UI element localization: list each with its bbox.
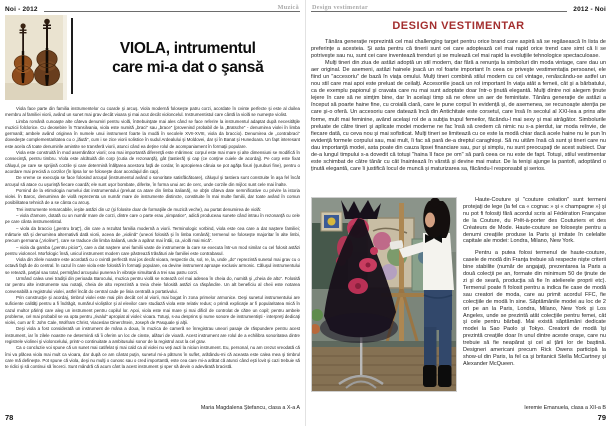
page-number-left: 78	[5, 413, 14, 422]
header-rule-left	[44, 4, 300, 12]
article-title-viola: VIOLA, intrumentul care mi-a dat o şansă	[112, 39, 264, 76]
page-right	[306, 0, 611, 426]
column-paragraph: Pentru a putea folosi termenul de haute-couture, casele de modă din Franţa trebuie să respecte nişte criterii bine stabilite (număr de angajaţi, prezentarea la Paris a două colecţii pe an, formate din minimum 50 de ţinute de zi şi de seară, producţia să fie în atelierele proprii etc). Termenul poate fi folosit pentru a indica fie case de modă sau creatori de moda, care au primit acordul FFC, fie colecţiile de modă în sine. Săptămânile modei au loc de 2 ori pe an la Paris, Londra, Milano, New York şi Los Angeles, unde se prezintă atât colecţiile pentru femei, cât şi cele pentru bărbaţi. Mai există săptămâni dedicate modei la Sao Paolo şi Tokyo. Creatorii de modă îşi prezintă creaţiile doar în unul dintre aceste oraşe, care nu trebuie să fie neapărat şi cel al ţării lor de baştină. Designeri americani precum Rick Owens participă la show-ul din Paris, la fel ca şi britanicii Stella McCartney şi Alexander McQueen.	[463, 250, 606, 367]
page-number-right: 79	[597, 413, 606, 422]
design-intro	[311, 39, 606, 195]
body-paragraph: – viola da braccio („pentru braţ”), din care a rezultat familia modernă a viorii. Terminologic vorbind, viola este cea care a dat naştere familiei; mărturie stă şi denumirea alternativă dată viorii, aceea de „violină” (uneori folosită şi în limba română); termenul se foloseşte majoritar în alte limbi, precum germana („Violine”), care se traduce din limba italiană, unde a apărut mai întâi, ca „violă mai mică”.	[5, 225, 300, 244]
viola-article-body	[5, 106, 300, 370]
body-paragraph: Viola din zilele noastre este acordată cu o cvintă perfectă mai jos decât vioara, respectiv do, sol, re, la, unde „do” reprezintă sunetul mai grav cu o octavă faţă de do central. În cazul în care viola este folosită în formaţii populare, ea devine instrument aproape exclusiv armonic. Căluşul instrumentului se retează, parţial sau total, permiţând arcuşului punerea în vibraţie simultană a trei sau patru corzi.	[5, 257, 300, 275]
body-paragraph: – viola da gamba („pentru picior”), care a dat naştere unei familii vaste de instrumente la care se executa într-un mod similar cu cel folosit astăzi pentru violoncel. Morfologic însă, unicul instrument modern care păstrează trăsături ale familiei este contrabasul.	[5, 244, 300, 256]
page-left-header	[5, 3, 300, 13]
column-paragraph: Haute-Couture şi "couture création" sunt termeni protejaţi de lege (la fel ca « cognac » şi « champagne ») şi nu pot fi folosiţi fără acordul scris al Fédération Française de la Couture, du Prêt-à-porter des Couturiers et des Créateurs de Mode. Haute-couture se foloseşte pentru a denumi creaţiile produse la Paris şi imitate în celelalte capitale ale modei: Londra, Milano, New York.	[463, 197, 606, 245]
header-rule-right	[311, 4, 567, 12]
intro-paragraph: Tânăra generaţie reprezintă cel mai challenging target pentru orice brand care aspiră să se regăsească în lista de preferinţe a acesteia. Şi asta pentru că tinerii sunt cei care adoptează cel mai rapid orice trend care simt că li se potriveşte sau nu, sunt cei care inventează trenduri şi se mulează cel mai rapid la evoluţiile tehnologice spectaculoase.	[311, 39, 606, 60]
body-paragraph: Deşi viola a fost considerată un instrument de mâna a doua, în muzica de cameră se înregistrau uneori pasaje de răspundere pentru acest instrument, iar în zilele noastre ne determină să îi oferim un loc de cinste, alături de vioară. Acest instrument are rolul de a echilibra sonoritatea dintre registrele violinei şi violoncelului, printr-o continuitate a ambitusului sonor de la registrul acut la cel grav.	[5, 326, 300, 344]
violin-photo	[5, 15, 67, 100]
edition-label-right: 2012 - Noi	[573, 6, 606, 13]
page-right-header	[311, 3, 606, 13]
edition-label-left: Noi - 2012	[5, 6, 38, 13]
body-paragraph: Viola face parte din familia instrumentelor cu coarde şi arcuş. Viola modernă foloseşte patru corzi, acordate în cvinte perfecte şi este al doilea membru al familiei viorii, având un sunet mai grav decât vioara şi mai acut decât violoncelul. Instrumentistul care cântă la violă se numeşte violist.	[5, 106, 300, 118]
body-paragraph: Urmând calea unei tradiţii din perioada Barocului, muzica pentru violă se notează cel mai adesea în cheia do, numită şi „cheia de alto”. Folosită rar pentru alte instrumente sau notaţii, cheia de alto reprezintă a treia cheie folosită astăzi ca răspândire. Un alt beneficiu al cheii este notarea convenabilă a registrului violei, astfel încât do central cade pe linia centrală a portativului.	[5, 276, 300, 294]
title-divider	[71, 18, 73, 94]
section-label-fashion: Design vestimentar	[312, 4, 369, 11]
author-credit-left: Maria Magdalena Ştefancu, clasa a X-a A	[200, 405, 300, 411]
fashion-photo	[311, 197, 457, 392]
author-credit-right: Ieremie Emanuela, clasa a XII-a B	[524, 405, 606, 411]
body-paragraph: Pornind de la etimologia numelui dat instrumentului (preluat ca atare din limba italiană), se obţin câteva date semnificative cu privire la istoria violei. În Baroc, denumirea de violă reprezenta un număr mare de instrumente distincte, constituite în mai multe familii, dar toate având în comun posibilitatea tehnică de a se cânta cu arcuş.	[5, 187, 300, 206]
body-paragraph: De vreme ce execuţia se face folosind arcuşul (instrumentul având o sonoritate satisfăcătoare), căluşul şi tastiera sunt construite în aşa fel încât arcuşul să atace cu uşurinţă fiecare coardă; ele sunt uşor bombate, diferite, în forma unui arc de cerc, unde corzile din mijloc sunt cele mai înalte.	[5, 175, 300, 187]
design-columns	[311, 197, 606, 393]
title-row	[5, 15, 300, 102]
column-text	[463, 197, 606, 393]
body-paragraph: – viola d'amore, dotată cu un număr mare de corzi, dintre care o parte erau „simpatice”, adică produceau sunete când intrau în rezonanţă cu cele pe care cânta instrumentistul.	[5, 213, 300, 225]
article-title-wrap	[76, 15, 301, 102]
intro-paragraph: Mulţi tineri din ziua de astăzi adoptă un stil modern, dar fără a renunţa la simboluri din moda vintage, care dau un aer original. De asemeni, astăzi hainele joacă un rol foarte important în ceea ce priveşte vestimentaţia persoanei, ele fiind un "accesoriu" de bază în viaţa omului. Mulţi tineri combină stilul modern cu cel vintage, renăscându-se astfel un nou stil care mai apoi este preluat de ceilalţi. Accesoriile joacă un rol important în viaţa atât a femeii, cât şi a bărbatului, ca de exemplu papionul şi cravata care nu mai sunt adoptate doar într-o ţinută elegantă. Mulţi dintre noi alegem ţinute lejere în care să ne simţim bine, dar în acelaşi timp să ne ofere un aer de feminitate. Tânăra generaţie de astăzi a început să poarte haine fine, cu croială clară, care le pune corpul în evidenţă şi, de asemenea, se recunoaşte atenţia pe care şi-o oferă. Un accesoriu care datează încă din Antichitate este corsetul, care însă în secolul al XXI-lea a prins alte forme, mult mai feminine, având acelaşi rol de a subţia trupul femeilor, făcându-l mai sexy şi mai atrăgător. Simbolurile preluate de către tineri şi aplicate modei moderne ne fac însă să credem că nimic nu s-a pierdut, iar moda reînvie, de fiecare dată, cu ceva nou şi mai sofisticat. Mulţi tineri se limitează cu ce este la modă chiar dacă acele haine nu le pun în evidenţă formele corpului sau, mai mult, îi fac să pară de-a dreptul caraghioşi. Să nu uităm însă că sunt şi tineri care nu dau importanţă modei, asta poate din cauza lipsei financiare sau, pur şi simplu, nu sunt preocupaţi de acest subiect. Dar de-a lungul timpului s-a dovedit că totuşi "haina îl face pe om" să pară ceea ce nu este de fapt. Totuşi, stilul vestimentar este schimbat de către tânăr cu cât înaintează în vârstă şi devine mai matur. De la tenişi ajunge la pantofi, adoptând o ţinută elegantă, care îi justifică locul de muncă şi maturizarea sa, făcându-l responsabil şi serios.	[311, 60, 606, 172]
body-paragraph: Viola este construită în mod asemănător viorii; cea mai importantă diferenţă este mărimea: corpul este mai mare şi alte dimensiuni se modifică în consecinţă, pentru timbru. Viola este alcătuită din corp (cutia de rezonanţă), gât (tastieră) şi cap (ce conţine cuiele de acordaj). Pe corp este fixat căluşul, pe care se sprijină corzile şi care determină înălţarea acestora faţă de cordar, în apropierea căruia se pot agăţa fixuri (şuruburi fine), pentru o acordare mai precisă a corzilor (în lipsa lor se foloseşte doar acordajul din cap).	[5, 150, 300, 174]
body-paragraph: Limba română cunoaşte alte câteva denumiri pentru violă, întrebuinţate mai ales când se face referire la instrumentul adaptat după necesităţile muzicii folclorice. Cu deosebire în Transilvania, viola este numită „braci” sau „brace” (provenind probabil de la „Bratsche” - denumirea violei în limba germană; ambele având originea în numele unui instrument foarte la modă în secolele XVII-XVIII, viola da braccio). Denumirea de „contrabraci” dovedeşte complementaritatea cu o „lăută”, cum i se zice viorii solistice în sudul Ardealului şi Moldovei, dar şi în Banat şi Hunedoara. Un fapt interesant este acela că toate denumirile amintite se transferă viorii, atunci când ea deţine rolul de acompaniament în formaţii populare.	[5, 118, 300, 149]
section-label-music: Muzică	[277, 4, 299, 11]
body-paragraph: Trei instrumente remarcabile, ieşite astăzi din uz (şi folosite doar de formaţiile de muzică veche), au purtat denumirea de violă:	[16, 206, 262, 212]
page-title-design: DESIGN VESTIMENTAR	[392, 20, 525, 32]
body-paragraph: Prin construcţie şi acordaj, timbrul violei este mai plin decât cel al viorii, mai bogat în zona primelor armonice. Deşi sunetul instrumentului are suficiente calităţi pentru a fi îndrăgit, numărul violiştilor şi al elevilor care studiază viola este relativ redus; o primă explicaţie ar fi popularitatea mică în cazul multor părinţi care aleg un instrument pentru copilul lor. Apoi, viola este mai mare şi mai dificil de controlat de către un copil; pentru ambele probleme, cel mai probabil se va opta pentru „rivalul” apropiat al violei: vioara. Totuşi, s-au desprins şi nume sonore de instrumentişti - interpreţi dedicaţi violei, cum ar fi: John Cale, Wolfram Christ, Viaceslav Dinerchtein, Joseph de Pasquale şi alţii.	[5, 294, 300, 326]
body-paragraph: Ca o concluzie voi spune că un sunet mai catifelat şi mai cald ca al violei nu veţi auzi la niciun instrument. Eu, personal, nu am crezut vreodată că îmi va plăcea viola mai mult ca vioara, dar după ce am cântat puţin, sunetul mi-a pătruns în suflet, arătându-mi că aceasta este calea mea şi timbrul care mă defineşte. Pot spune că viola, deşi nu mulţi o cunosc sau o cred importantă, este cea care mi-a arătat că atunci când eşti lovit şi cazi trebuie să te ridici şi să continui să încerci. Sunt mândră că acum cânt la acest instrument şi sper să devin o adevărată bracistă.	[5, 345, 300, 370]
